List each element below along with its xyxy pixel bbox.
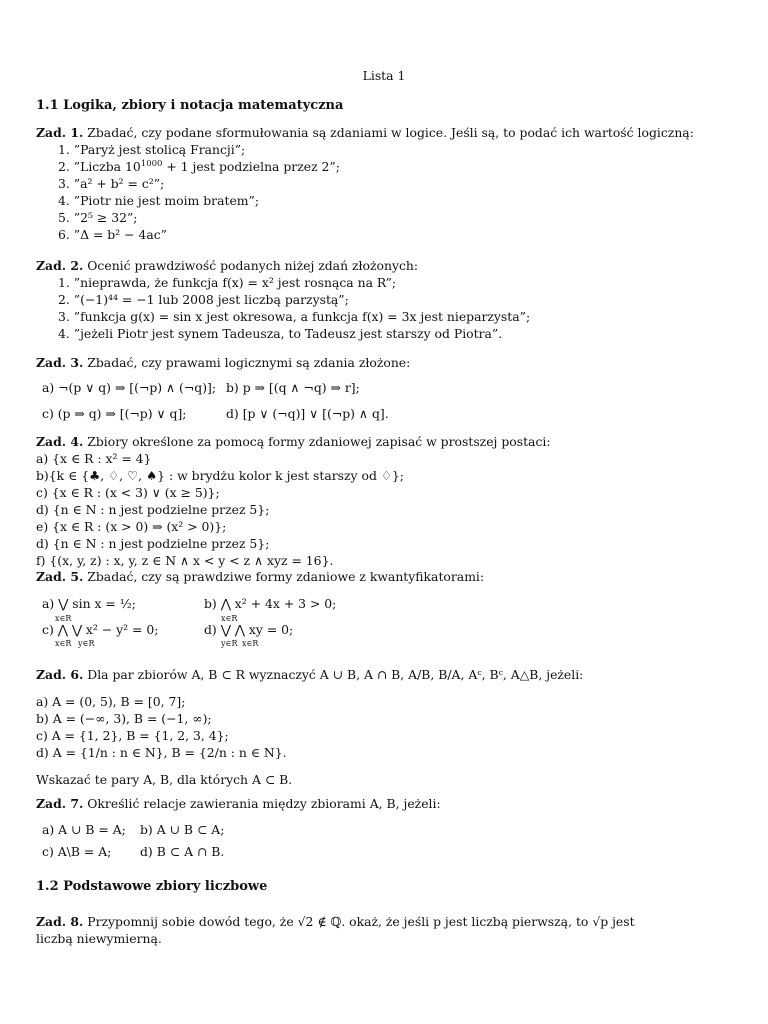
exercise-2-header <box>36 257 738 274</box>
exercise-text: Dla par zbiorów A, B ⊂ R wyznaczyć A ∪ B, A ∩ B, A/B, B/A, Aᶜ, Bᶜ, A△B, jeżeli: <box>87 667 584 682</box>
exercise-1-header <box>36 124 738 141</box>
exercise-label: Zad. 6. <box>36 667 84 682</box>
exercise-text: Zbiory określone za pomocą formy zdaniowej zapisać w prostszej postaci: <box>87 434 551 449</box>
exercise-text: Zbadać, czy są prawdziwe formy zdaniowe z kwantyfikatorami: <box>87 569 485 584</box>
exercise-text: Przypomnij sobie dowód tego, że √2 ∉ ℚ. okaż, że jeśli p jest liczbą pierwszą, to √p jest liczbą niewymierną. <box>36 914 635 946</box>
exercise-label: Zad. 3. <box>36 355 84 370</box>
exercise-text: Ocenić prawdziwość podanych niżej zdań złożonych: <box>87 258 419 273</box>
exercise-4 <box>36 433 738 569</box>
quantifier-formula-c: c) ⋀ ⋁ x² − y² = 0; <box>42 622 159 637</box>
exercise-text: Zbadać, czy podane sformułowania są zdaniami w logice. Jeśli są, to podać ich wartość logiczną: <box>87 125 694 140</box>
page-title: Lista 1 <box>362 68 406 83</box>
list-item: 3. ”funkcja g(x) = sin x jest okresowa, a funkcja f(x) = 3x jest nieparzysta”; <box>58 309 531 324</box>
exercise-6 <box>36 666 738 788</box>
list-item: d) {n ∈ N : n jest podzielne przez 5}; <box>36 536 270 551</box>
list-item: e) {x ∈ R : (x > 0) ⇒ (x² > 0)}; <box>36 519 227 534</box>
exercise-label: Zad. 2. <box>36 258 84 273</box>
subscript: y∈R <box>78 639 95 648</box>
exercise-8 <box>36 913 646 947</box>
list-item: c) {x ∈ R : (x < 3) ∨ (x ≥ 5)}; <box>36 485 220 500</box>
section-heading-1: 1.1 Logika, zbiory i notacja matematyczna <box>36 98 344 113</box>
formula-c: c) (p ⇒ q) ⇒ [(¬p) ∨ q]; <box>42 406 187 421</box>
list-item: 4. ”Piotr nie jest moim bratem”; <box>58 193 260 208</box>
relation-b: b) A ∪ B ⊂ A; <box>140 822 225 837</box>
exercise-label: Zad. 5. <box>36 569 84 584</box>
exercise-text: Określić relacje zawierania między zbiorami A, B, jeżeli: <box>87 796 441 811</box>
formula-row <box>36 821 738 843</box>
list-item: b) A = (−∞, 3), B = (−1, ∞); <box>36 711 212 726</box>
list-item: a) A = (0, 5), B = [0, 7]; <box>36 694 186 709</box>
exercise-2 <box>36 257 738 342</box>
exercise-label: Zad. 8. <box>36 914 84 929</box>
formula-row <box>36 595 738 621</box>
exercise-6-note: Wskazać te pary A, B, dla których A ⊂ B. <box>36 772 293 787</box>
subscript: x∈R <box>55 614 72 623</box>
list-item: d) A = {1/n : n ∈ N}, B = {2/n : n ∈ N}. <box>36 745 287 760</box>
list-item: 1. ”Paryż jest stolicą Francji”; <box>58 142 246 157</box>
relation-a: a) A ∪ B = A; <box>42 822 126 837</box>
exercise-7 <box>36 795 738 863</box>
formula-row <box>36 621 738 648</box>
relation-c: c) A\B = A; <box>42 844 112 859</box>
list-item: 1. ”nieprawda, że funkcja f(x) = x² jest rosnąca na R”; <box>58 275 397 290</box>
formula-row <box>36 379 738 405</box>
subscript: y∈R <box>221 639 238 648</box>
exercise-6-header <box>36 666 738 683</box>
quantifier-formula-b: b) ⋀ x² + 4x + 3 > 0; <box>204 596 337 611</box>
exercise-5 <box>36 568 738 648</box>
exercise-5-header <box>36 568 738 585</box>
list-item: 4. ”jeżeli Piotr jest synem Tadeusza, to Tadeusz jest starszy od Piotra”. <box>58 326 503 341</box>
relation-d: d) B ⊂ A ∩ B. <box>140 844 225 859</box>
exercise-7-header <box>36 795 738 812</box>
list-item: a) {x ∈ R : x² = 4} <box>36 451 152 466</box>
exercise-3-header <box>36 354 738 371</box>
list-item: 2. ”Liczba $10^{1000} + 1$ jest podzielna przez 2”; <box>58 159 340 174</box>
exercise-label: Zad. 4. <box>36 434 84 449</box>
exercise-1 <box>36 124 738 243</box>
exercise-3 <box>36 354 738 425</box>
list-item: 6. ”Δ = b² − 4ac” <box>58 227 168 242</box>
list-item: 5. ”2⁵ ≥ 32”; <box>58 210 138 225</box>
exercise-label: Zad. 7. <box>36 796 84 811</box>
list-item: c) A = {1, 2}, B = {1, 2, 3, 4}; <box>36 728 229 743</box>
list-item: b){k ∈ {♣, ♢, ♡, ♠} : w brydżu kolor k jest starszy od ♢}; <box>36 468 404 483</box>
list-item: d) {n ∈ N : n jest podzielne przez 5}; <box>36 502 270 517</box>
list-item: 3. ”a² + b² = c²”; <box>58 176 165 191</box>
list-item: f) {(x, y, z) : x, y, z ∈ N ∧ x < y < z ∧ xyz = 16}. <box>36 553 334 568</box>
exercise-label: Zad. 1. <box>36 125 84 140</box>
section-heading-2: 1.2 Podstawowe zbiory liczbowe <box>36 879 268 894</box>
quantifier-formula-a: a) ⋁ sin x = ½; <box>42 596 136 611</box>
formula-b: b) p ⇒ [(q ∧ ¬q) ⇒ r]; <box>226 380 360 395</box>
subscript: x∈R <box>242 639 259 648</box>
formula-d: d) [p ∨ (¬q)] ∨ [(¬p) ∧ q]. <box>226 406 389 421</box>
formula-row <box>36 843 738 863</box>
formula-a: a) ¬(p ∨ q) ⇒ [(¬p) ∧ (¬q)]; <box>42 380 217 395</box>
exercise-4-header <box>36 433 738 450</box>
quantifier-formula-d: d) ⋁ ⋀ xy = 0; <box>204 622 294 637</box>
subscript: x∈R <box>221 614 238 623</box>
formula-row <box>36 405 738 425</box>
list-item: 2. ”(−1)⁴⁴ = −1 lub 2008 jest liczbą parzystą”; <box>58 292 349 307</box>
exercise-text: Zbadać, czy prawami logicznymi są zdania złożone: <box>87 355 411 370</box>
subscript: x∈R <box>55 639 72 648</box>
